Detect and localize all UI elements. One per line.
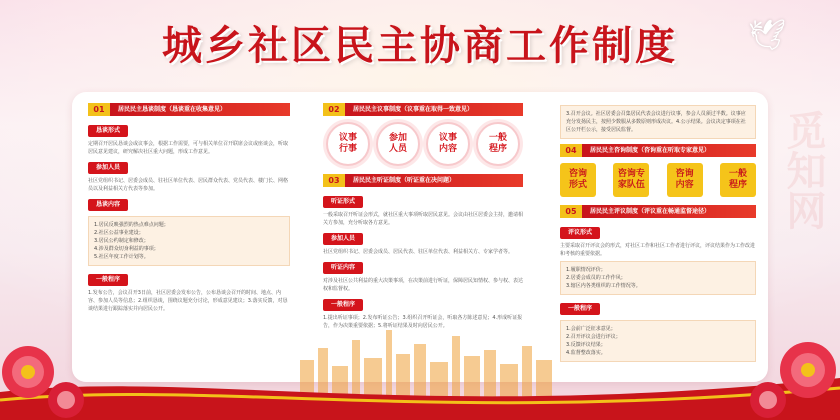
list-item: 1.履职情况评价； [566, 267, 606, 273]
intro-box: 3.召开会议。社区居委会召集居民代表会议进行议事，参会人员须过半数。议事应充分发扬民主，按照少数服从多数原则形成决议。4.公示结果。会议决定事项在社区公开栏公示，接受居民监督。 [560, 105, 756, 139]
subheading: 恳谈形式 [88, 125, 128, 137]
list-item: 3.反馈评议结果； [566, 342, 606, 348]
list-item: 2.居委会成员的工作作风； [566, 275, 626, 281]
watermark: 觅知网 [780, 110, 826, 230]
circle-tag: 参加 人员 [376, 122, 420, 166]
content-box [560, 320, 756, 362]
section-title: 居民民主议事制度（议事重在取得一致意见） [345, 103, 523, 116]
section-header-5 [560, 205, 756, 218]
section-number: 04 [560, 144, 582, 157]
paragraph: 1.发布公告，会议召开3日前，社区居委会发布公告，公布恳谈会召开的时间、地点、内容、参加人员等信息；2.组织恳谈，围绕议题充分讨论，形成意见建议；3.落实反馈，对恳谈结果进行跟踪落实并向居民公开。 [88, 290, 288, 312]
list-item: 4.监督整改落实。 [566, 350, 606, 356]
content-box [88, 216, 290, 266]
subheading: 恳谈内容 [88, 199, 128, 211]
subheading: 评议形式 [560, 227, 600, 239]
list-item: 3.辖区内各类组织的工作情况等。 [566, 283, 641, 289]
section-number: 03 [323, 174, 345, 187]
section-header-3 [323, 174, 523, 187]
list-item: 1.居民反映强烈的热点难点问题； [94, 222, 169, 228]
tag-group [560, 163, 756, 197]
paragraph: 1.提出听证事项；2.发布听证公告；3.组织召开听证会，听取各方陈述意见；4.形成听证报告，作为决策重要依据；5.将听证结果及时向居民公开。 [323, 315, 523, 329]
column-3 [560, 103, 756, 367]
subheading: 一般程序 [323, 299, 363, 311]
section-number: 05 [560, 205, 582, 218]
section-title: 居民民主评议制度（评议重在畅通监督途径） [582, 205, 756, 218]
section-title: 居民民主咨询制度（咨询重在听取专家意见） [582, 144, 756, 157]
paragraph: 定期召开居民恳谈会或议事会，根据工作需要，可与相关单位召开联席会议或座谈会，听取居民意见建议，研究解决社区重大问题，形成工作意见。 [88, 141, 289, 155]
paragraph: 社区党组织书记、居委会成员、居民代表、驻区单位代表、利益相关方、专家学者等。 [323, 249, 514, 255]
section-title: 居民民主听证制度（听证重在决问题） [345, 174, 523, 187]
page-title: 城乡社区民主协商工作制度 [162, 23, 678, 69]
list-item: 4.涉及群众切身利益的事项； [94, 246, 159, 252]
section-header-2 [323, 103, 523, 116]
paragraph: 主要采取召开评议会的形式，对社区工作和社区工作者进行评议，评议结果作为工作改进和考核的重要依据。 [560, 243, 756, 257]
yellow-tag: 咨询 内容 [667, 163, 703, 197]
dove-icon: 🕊 [748, 18, 787, 53]
subheading: 参加人员 [88, 162, 128, 174]
section-number: 01 [88, 103, 110, 116]
section-title: 居民民主恳谈制度（恳谈重在收集意见） [110, 103, 290, 116]
list-item: 2.社区公益事业建设； [94, 230, 144, 236]
section-number: 02 [323, 103, 345, 116]
yellow-tag: 一般 程序 [720, 163, 756, 197]
circle-group [323, 122, 523, 166]
yellow-tag: 咨询 形式 [560, 163, 596, 197]
yellow-tag: 咨询专 家队伍 [613, 163, 649, 197]
subheading: 听证形式 [323, 196, 363, 208]
column-2 [323, 103, 523, 333]
list-item: 2.召开评议会进行评议； [566, 334, 621, 340]
paragraph: 一般采取召开听证会形式，就社区重大事项听取居民意见。会议由社区居委会主持，邀请相关方参加，充分听取各方意见。 [323, 212, 524, 226]
list-item: 3.居民公约制定和修改； [94, 238, 149, 244]
circle-tag: 一般 程序 [476, 122, 520, 166]
circle-tag: 议事 行事 [326, 122, 370, 166]
content-box [560, 261, 756, 295]
column-1 [88, 103, 290, 316]
paragraph: 社区党组织书记、居委会成员、驻社区单位代表、居民群众代表、党员代表、楼门长、网格员以及利益相关方代表等参加。 [88, 178, 289, 192]
subheading: 一般程序 [560, 303, 600, 315]
list-item: 1.会前广泛征求意见； [566, 326, 616, 332]
subheading: 参加人员 [323, 233, 363, 245]
paragraph: 对涉及社区公共利益的重大决策事项，在决策前进行听证，保障居民知情权、参与权、表达权和监督权。 [323, 278, 524, 292]
section-header-1 [88, 103, 290, 116]
subheading: 听证内容 [323, 262, 363, 274]
subheading: 一般程序 [88, 274, 128, 286]
list-item: 5.社区年度工作计划等。 [94, 254, 149, 260]
circle-tag: 议事 内容 [426, 122, 470, 166]
section-header-4 [560, 144, 756, 157]
